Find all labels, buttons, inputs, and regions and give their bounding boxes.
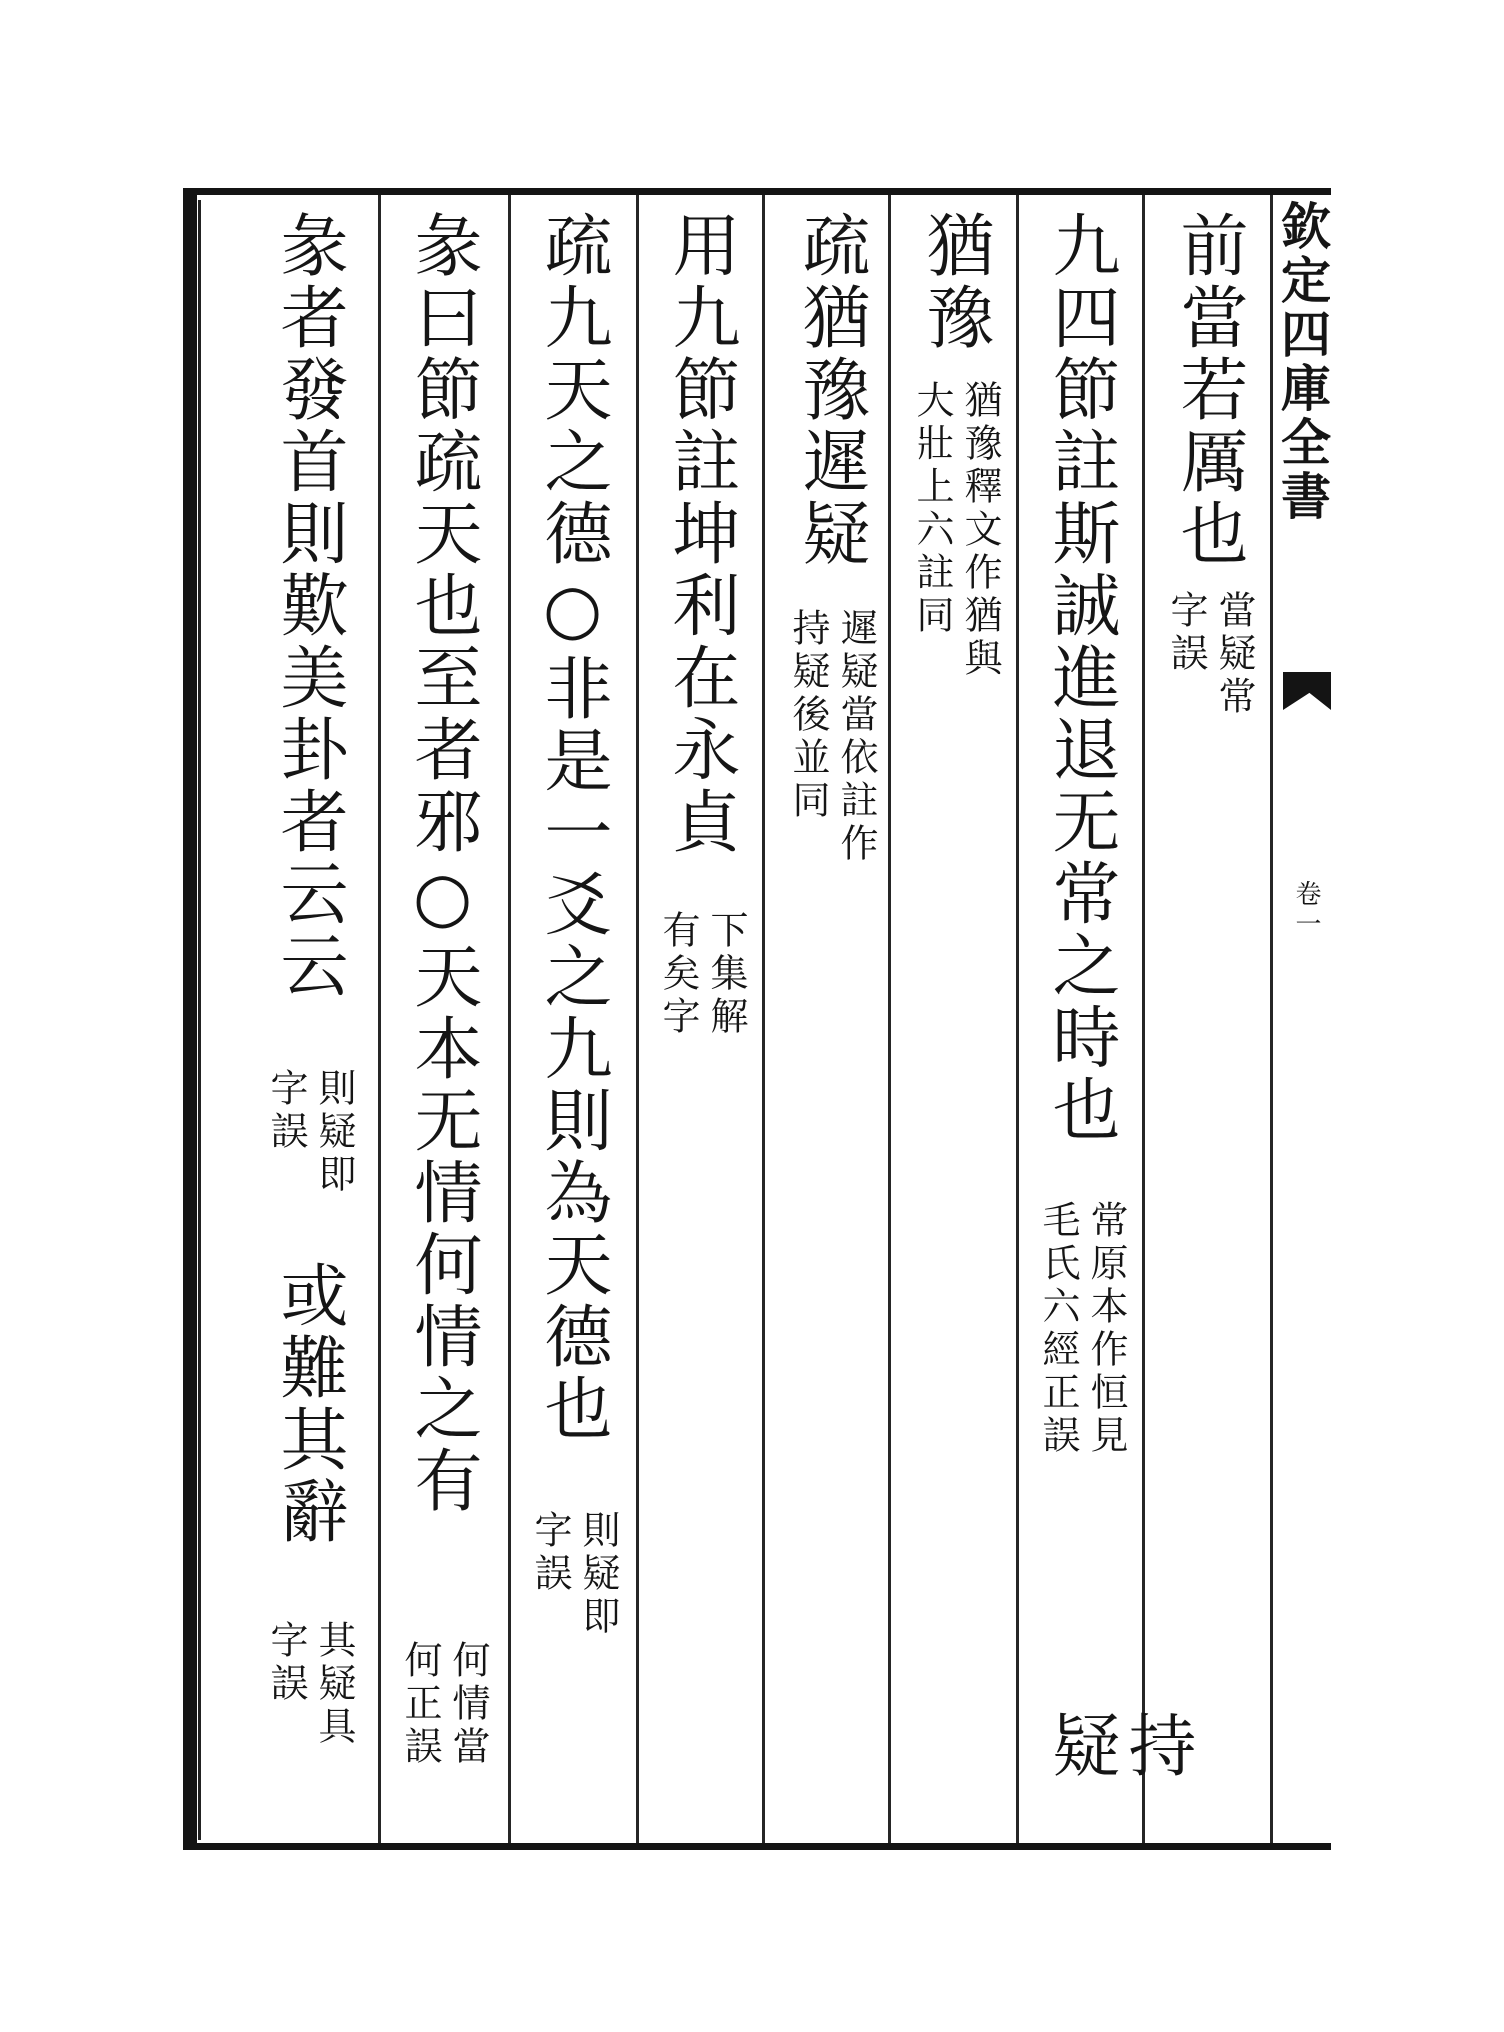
text-column [770, 210, 894, 1830]
annotation-note: 其疑具 [312, 1620, 356, 1749]
text-column [512, 210, 636, 1830]
annotation-note: 何情當 [446, 1640, 490, 1769]
inner-border-line [198, 200, 201, 1840]
text-column [248, 210, 372, 1830]
margin-book-title: 欽定四庫全書 [1273, 200, 1332, 524]
annotation-note: 當疑常 [1212, 590, 1256, 719]
annotation-note: 毛氏六經正誤 [1036, 1200, 1080, 1458]
annotation-note: 字誤 [528, 1510, 572, 1596]
annotation-note: 何正誤 [398, 1640, 442, 1769]
text-column [382, 210, 506, 1830]
column-divider-line [508, 195, 511, 1843]
annotation-note: 遲疑當依註作 [834, 608, 878, 866]
annotation-note: 字誤 [264, 1620, 308, 1706]
main-text: 持疑 [1041, 1710, 1196, 1782]
main-text: 或難其辭 [269, 1260, 348, 1548]
main-text: 前當若厲也 [1169, 210, 1248, 570]
annotation-note: 字誤 [1164, 590, 1208, 676]
annotation-note: 持疑後並同 [786, 608, 830, 823]
column-divider-line [636, 195, 639, 1843]
text-column [894, 210, 1018, 1830]
main-text: 疏九天之德○非是一爻之九則為天德也 [533, 210, 612, 1445]
annotation-note: 則疑即 [312, 1068, 356, 1197]
annotation-note: 常原本作恒見 [1084, 1200, 1128, 1458]
annotation-note: 下集解 [704, 910, 748, 1039]
annotation-note: 大壯上六註同 [910, 380, 954, 638]
text-column [1148, 210, 1272, 1830]
main-text: 彖曰節疏天也至者邪○天本无情何情之有 [403, 210, 482, 1517]
main-text: 疏猶豫遲疑 [791, 210, 870, 570]
main-text: 用九節註坤利在永貞 [661, 210, 740, 858]
annotation-note: 則疑即 [576, 1510, 620, 1639]
main-text: 九四節註斯誠進退无常之時也 [1041, 210, 1120, 1146]
main-text: 猶豫 [915, 210, 994, 354]
main-text: 彖者發首則歎美卦者云云 [269, 210, 348, 1002]
annotation-note: 有矣字 [656, 910, 700, 1039]
annotation-note: 猶豫釋文作猶與 [958, 380, 1002, 681]
column-divider-line [378, 195, 381, 1843]
annotation-note: 字誤 [264, 1068, 308, 1154]
margin-volume-number: 卷一 [1291, 880, 1321, 940]
text-column [640, 210, 764, 1830]
